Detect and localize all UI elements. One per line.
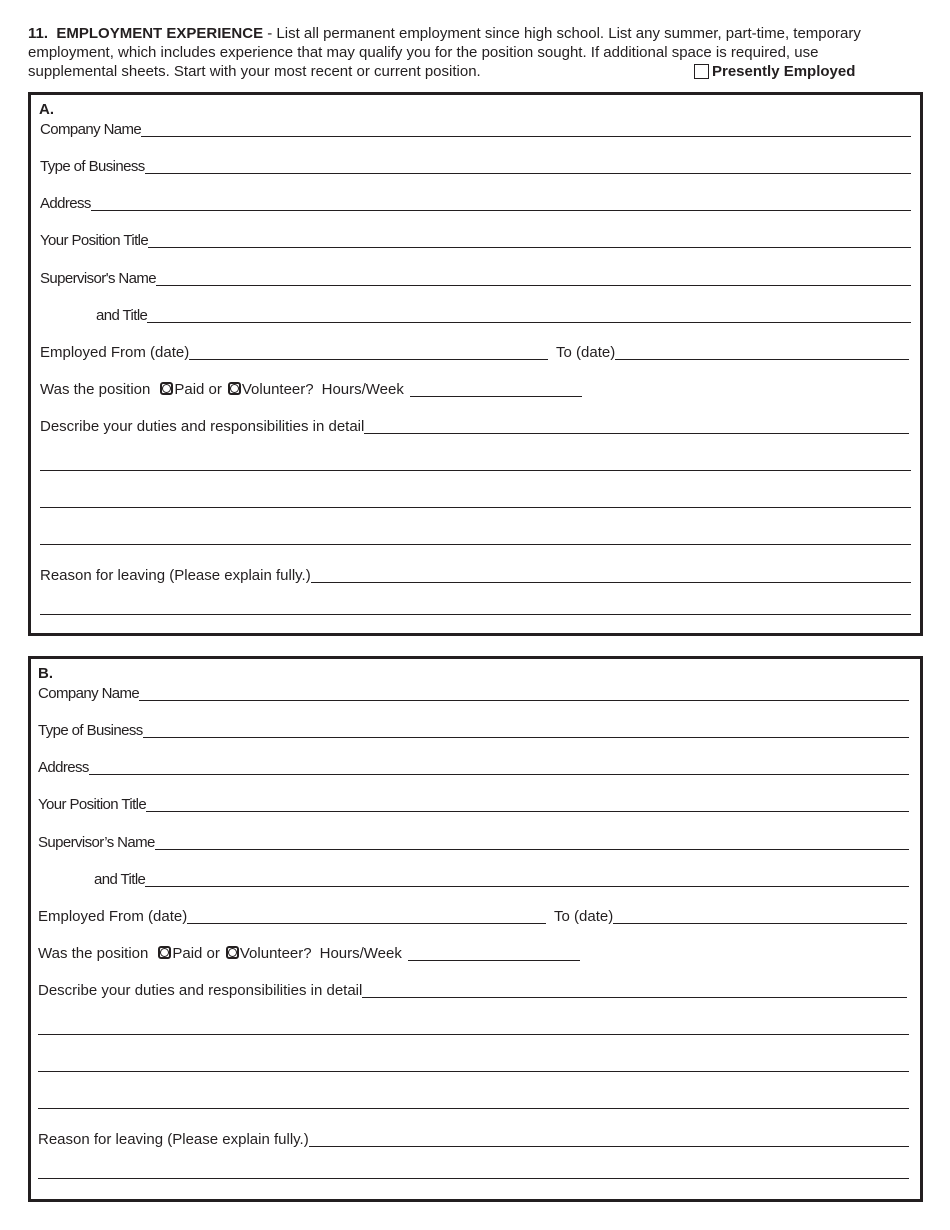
reason-row xyxy=(40,567,911,587)
from-label: Employed From (date) xyxy=(38,908,188,925)
intro-text-1: - List all permanent employment since high school. List any summer, part-time, temporary xyxy=(263,25,861,42)
supervisor-title-row xyxy=(94,871,909,891)
volunteer-radio[interactable] xyxy=(226,946,239,959)
position-type-question: Was the position xyxy=(40,381,151,398)
presently-employed-checkbox[interactable] xyxy=(694,64,709,79)
supervisor-label: Supervisor’s Name xyxy=(38,834,155,851)
business-row xyxy=(38,722,909,742)
to-row xyxy=(556,344,909,364)
section-title: EMPLOYMENT EXPERIENCE xyxy=(56,25,264,42)
paid-radio[interactable] xyxy=(158,946,171,959)
company-name-field[interactable] xyxy=(141,136,911,137)
duties-label: Describe your duties and responsibilities in detail xyxy=(38,982,363,999)
reason-field[interactable] xyxy=(311,582,911,583)
duties-line-3[interactable] xyxy=(38,1071,909,1072)
paid-label: Paid or xyxy=(172,945,220,962)
position-type-question: Was the position xyxy=(38,945,149,962)
hours-week-field[interactable] xyxy=(410,396,582,397)
company-name-field[interactable] xyxy=(139,700,909,701)
address-row xyxy=(40,195,911,215)
business-row xyxy=(40,158,911,178)
to-label: To (date) xyxy=(554,908,614,925)
supervisor-name-field[interactable] xyxy=(155,849,909,850)
address-field[interactable] xyxy=(89,774,909,775)
presently-employed[interactable] xyxy=(694,62,855,81)
block-letter: B. xyxy=(38,665,53,682)
intro-line-3: supplemental sheets. Start with your most recent or current position. xyxy=(28,63,481,80)
position-label: Your Position Title xyxy=(40,232,149,249)
volunteer-label: Volunteer? xyxy=(241,381,314,398)
duties-field[interactable] xyxy=(362,997,907,998)
address-row xyxy=(38,759,909,779)
intro-line-2: employment, which includes experience that may qualify you for the position sought. If additional space is required, use xyxy=(28,44,819,61)
supervisor-title-field[interactable] xyxy=(147,322,911,323)
from-label: Employed From (date) xyxy=(40,344,190,361)
company-label: Company Name xyxy=(38,685,140,702)
company-row xyxy=(38,685,909,705)
duties-line-2[interactable] xyxy=(40,470,911,471)
volunteer-label: Volunteer? xyxy=(239,945,312,962)
employment-block-b xyxy=(28,656,923,1202)
duties-line-2[interactable] xyxy=(38,1034,909,1035)
duties-row xyxy=(38,982,907,1002)
to-date-field[interactable] xyxy=(613,923,907,924)
duties-label: Describe your duties and responsibilities in detail xyxy=(40,418,365,435)
from-row xyxy=(40,344,548,364)
position-type-row xyxy=(40,381,582,401)
reason-line-2[interactable] xyxy=(38,1178,909,1179)
volunteer-radio[interactable] xyxy=(228,382,241,395)
paid-radio[interactable] xyxy=(160,382,173,395)
address-field[interactable] xyxy=(91,210,911,211)
reason-label: Reason for leaving (Please explain fully.) xyxy=(38,1131,309,1148)
supervisor-row xyxy=(38,834,909,854)
reason-line-2[interactable] xyxy=(40,614,911,615)
supervisor-name-field[interactable] xyxy=(156,285,911,286)
company-label: Company Name xyxy=(40,121,142,138)
position-type-row xyxy=(38,945,580,965)
employment-block-a xyxy=(28,92,923,636)
supervisor-label: Supervisor's Name xyxy=(40,270,157,287)
from-date-field[interactable] xyxy=(189,359,548,360)
reason-field[interactable] xyxy=(309,1146,909,1147)
duties-line-3[interactable] xyxy=(40,507,911,508)
hours-week-field[interactable] xyxy=(408,960,580,961)
hours-label: Hours/Week xyxy=(319,945,402,962)
address-label: Address xyxy=(40,195,91,212)
duties-field[interactable] xyxy=(364,433,909,434)
section-number: 11. xyxy=(28,25,49,42)
presently-employed-label: Presently Employed xyxy=(712,63,856,80)
supervisor-row xyxy=(40,270,911,290)
paid-label: Paid or xyxy=(174,381,222,398)
business-label: Type of Business xyxy=(38,722,143,739)
from-row xyxy=(38,908,546,928)
duties-line-4[interactable] xyxy=(38,1108,909,1109)
from-date-field[interactable] xyxy=(187,923,546,924)
intro-line-1 xyxy=(28,24,908,43)
position-title-field[interactable] xyxy=(146,811,909,812)
reason-label: Reason for leaving (Please explain fully.) xyxy=(40,567,311,584)
reason-row xyxy=(38,1131,909,1151)
duties-row xyxy=(40,418,909,438)
business-label: Type of Business xyxy=(40,158,145,175)
address-label: Address xyxy=(38,759,89,776)
block-letter: A. xyxy=(39,101,54,118)
to-label: To (date) xyxy=(556,344,616,361)
to-date-field[interactable] xyxy=(615,359,909,360)
hours-label: Hours/Week xyxy=(321,381,404,398)
company-row xyxy=(40,121,911,141)
supervisor-title-label: and Title xyxy=(94,871,146,888)
position-row xyxy=(38,796,909,816)
duties-line-4[interactable] xyxy=(40,544,911,545)
position-title-field[interactable] xyxy=(148,247,911,248)
business-type-field[interactable] xyxy=(145,173,911,174)
supervisor-title-row xyxy=(96,307,911,327)
position-row xyxy=(40,232,911,252)
business-type-field[interactable] xyxy=(143,737,909,738)
position-label: Your Position Title xyxy=(38,796,147,813)
supervisor-title-label: and Title xyxy=(96,307,148,324)
supervisor-title-field[interactable] xyxy=(145,886,909,887)
to-row xyxy=(554,908,907,928)
